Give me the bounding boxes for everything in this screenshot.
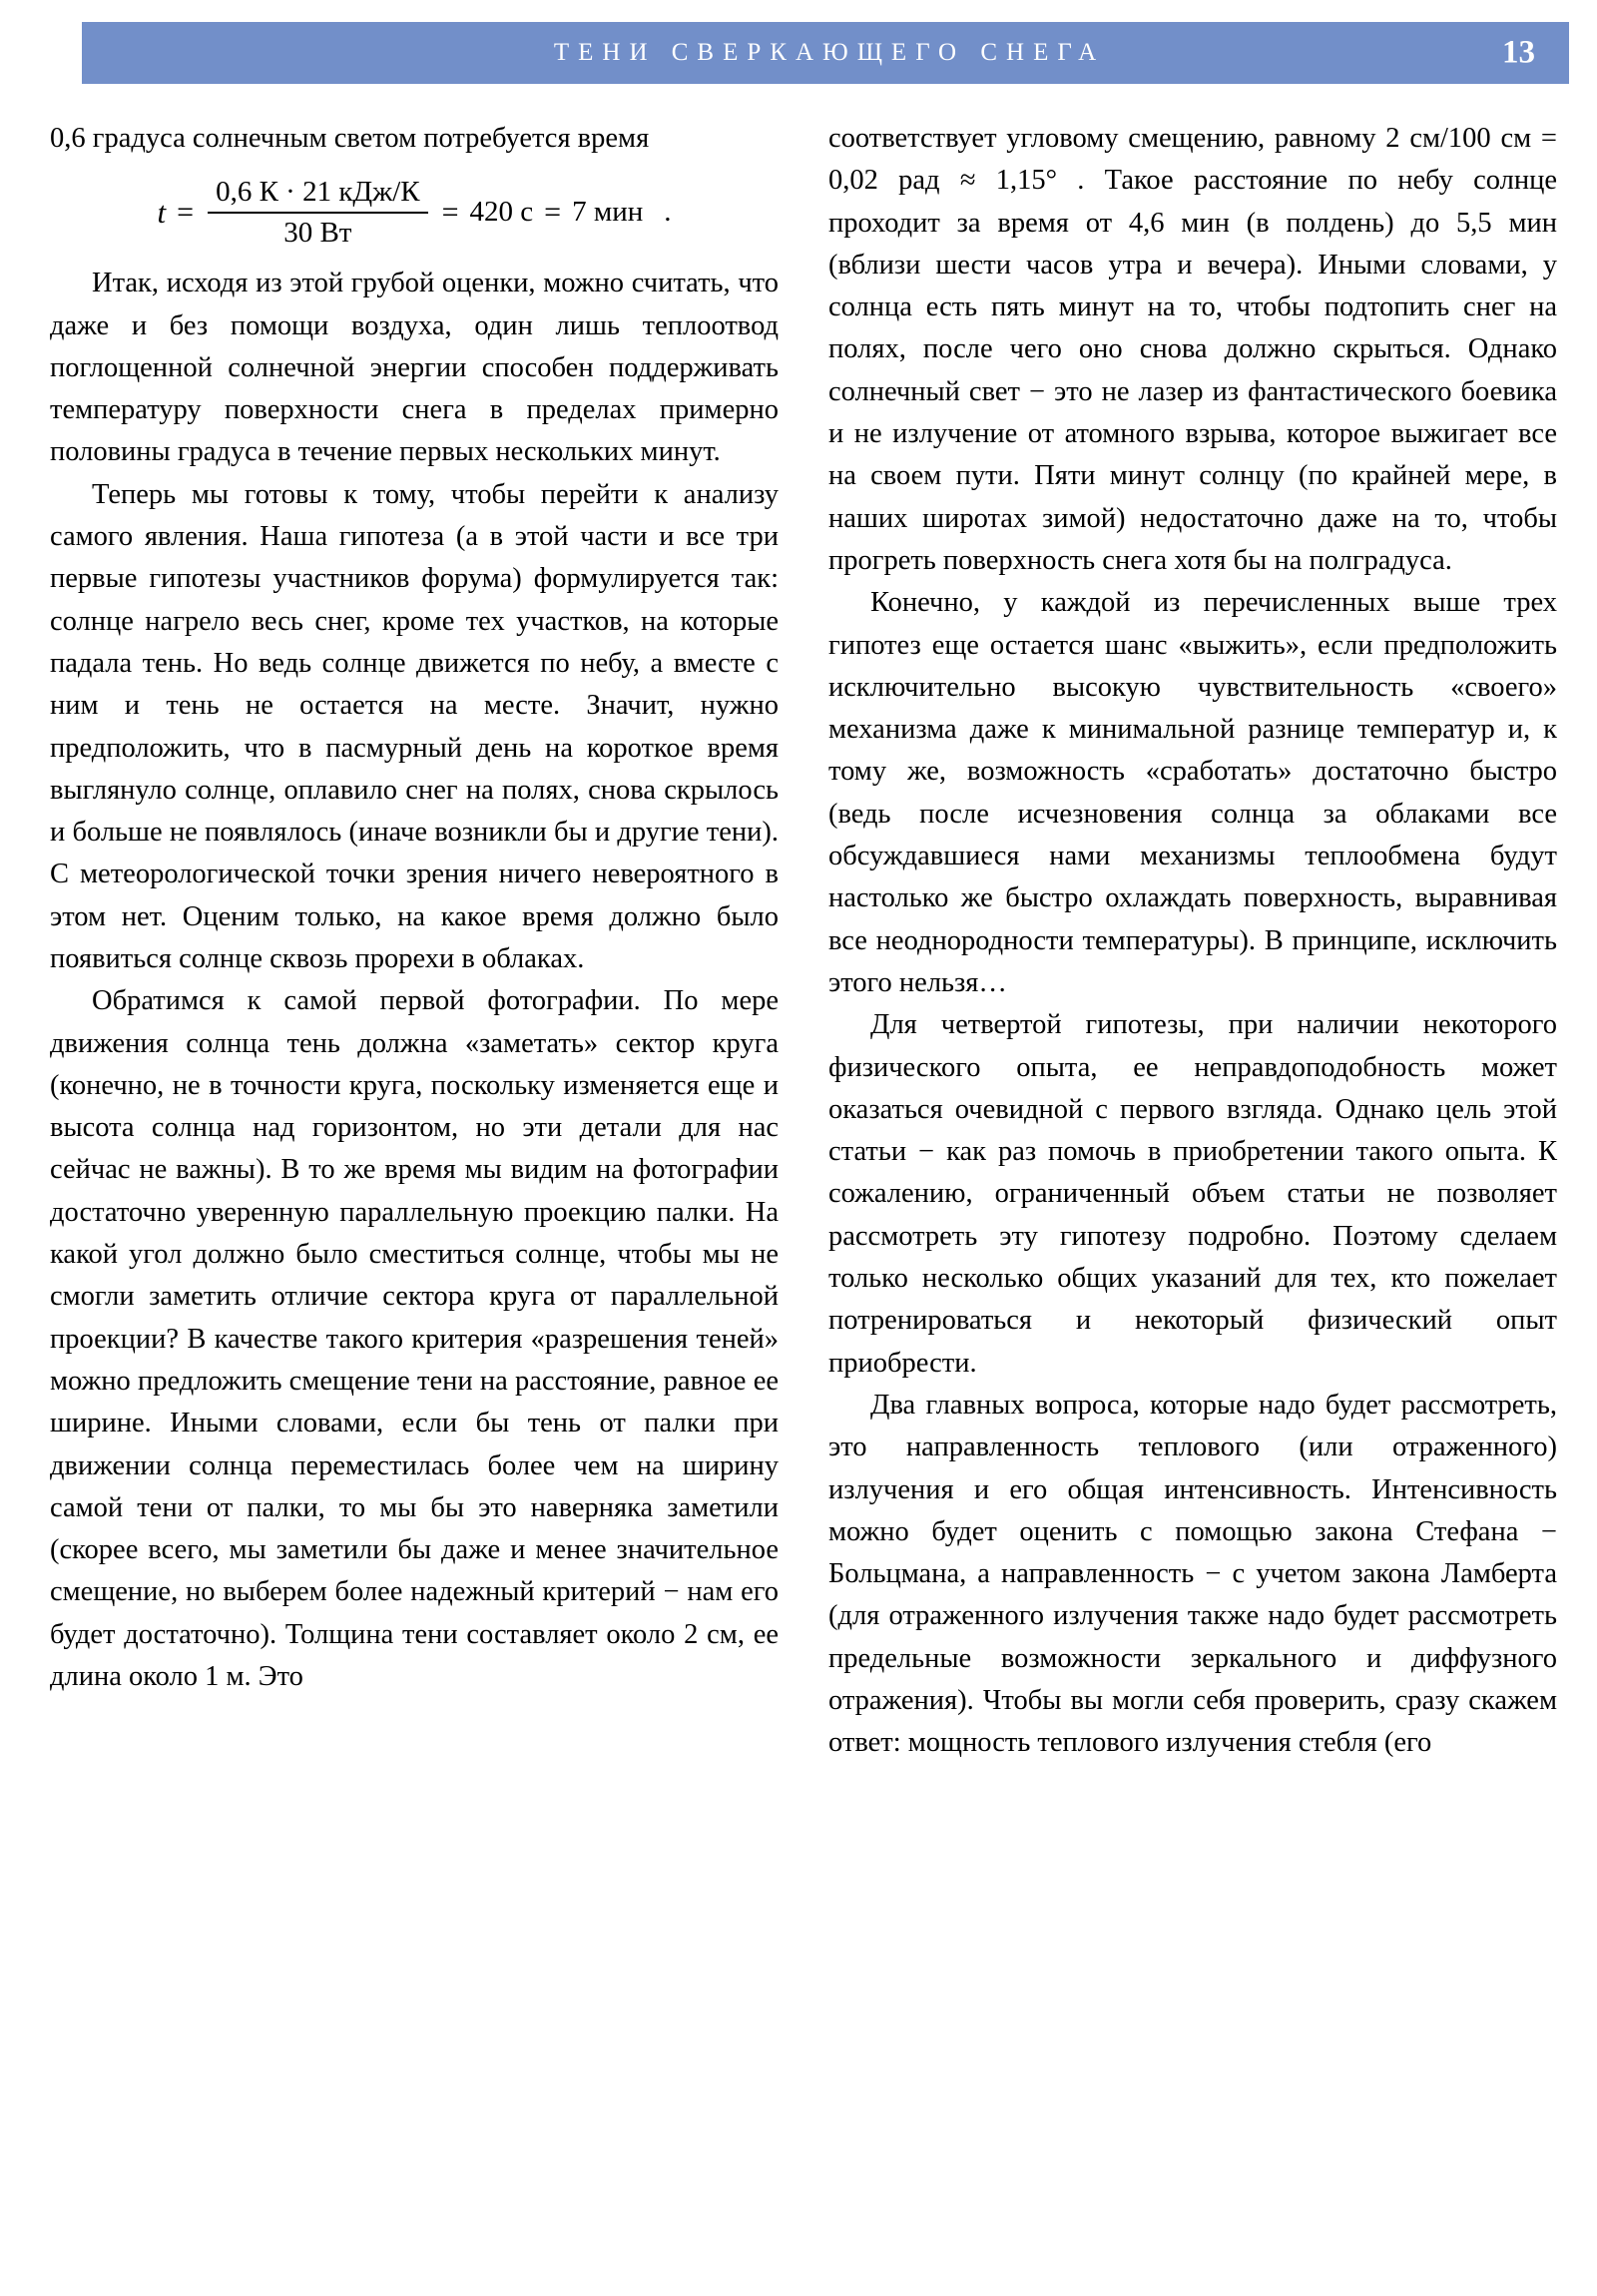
left-column (50, 118, 779, 1765)
paragraph-obratimsya: Обратимся к самой первой фотографии. По мере движения солнца тень должна «заметать» сектор круга (конечно, не в точности круга, поскольку изменяется еще и высота солнца над горизонтом, но эти детали для нас сейчас не важны). В то же время мы видим на фотографии достаточно уверенную параллельную проекцию палки. На какой угол должно было сместиться солнце, чтобы мы не смогли заметить отличие сектора круга от параллельной проекции? В качестве такого критерия «разрешения теней» можно предложить смещение тени на расстояние, равное ее ширине. Иными словами, если бы тень от палки при движении солнца переместилась более чем на ширину самой тени от палки, то мы бы это наверняка заметили (скорее всего, мы заметили бы даже и менее значительное смещение, но выберем более надежный критерий − нам его будет достаточно). Толщина тени составляет около 2 см, ее длина около 1 м. Это (50, 985, 779, 1693)
display-formula (50, 176, 779, 249)
page-number: 13 (1502, 34, 1535, 71)
paragraph-dva-glavnyh: Два главных вопроса, которые надо будет рассмотреть, это направленность теплового (или отраженного) излучения и его общая интенсивность. Интенсивность можно будет оценить с помощью закона Стефана − Больцмана, а направленность − с учетом закона Ламберта (для отраженного излучения также надо будет рассмотреть предельные возможности зеркального и диффузного отражения). Чтобы вы могли себя проверить, сразу скажем ответ: мощность теплового излучения стебля (его (828, 1389, 1557, 1759)
formula-numerator: 0,6 К · 21 кДж/К (216, 176, 420, 209)
formula-fraction (208, 176, 428, 249)
formula-equals-3: = (544, 195, 562, 229)
formula-variable: t (157, 195, 167, 231)
formula-row (158, 176, 672, 249)
two-column-body (50, 118, 1557, 1765)
formula-denominator: 30 Вт (283, 216, 352, 249)
formula-period: . (664, 196, 672, 229)
paragraph-sootvetstvuet: соответствует угловому смещению, равному 2 см/100 см = 0,02 рад ≈ 1,15° . Такое расстояние по небу солнце проходит за время от 4,6 мин (в полдень) до 5,5 мин (вблизи шести часов утра и вечера). Иными словами, у солнца есть пять минут на то, чтобы подтопить снег на полях, после чего оно снова должно скрыться. Однако солнечный свет − это не лазер из фантастического боевика и не излучение от атомного взрыва, которое выжигает все на своем пути. Пяти минут солнцу (по крайней мере, в наших широтах зимой) недостаточно даже на то, чтобы прогреть поверхность снега хотя бы на полградуса. (828, 123, 1557, 576)
running-header-title: ТЕНИ СВЕРКАЮЩЕГО СНЕГА (553, 39, 1106, 66)
right-column (828, 118, 1557, 1765)
formula-result-minutes: 7 мин (572, 196, 644, 229)
paragraph-itak: Итак, исходя из этой грубой оценки, можно считать, что даже и без помощи воздуха, один лишь теплоотвод поглощенной солнечной энергии способен поддерживать температуру поверхности снега в пределах примерно половины градуса в течение первых нескольких минут. (50, 268, 779, 468)
paragraph-teper: Теперь мы готовы к тому, чтобы перейти к анализу самого явления. Наша гипотеза (а в этой части и все три первые гипотезы участников форума) формулируется так: солнце нагрело весь снег, кроме тех участков, на которые падала тень. Но ведь солнце движется по небу, а вместе с ним и тень не остается на месте. Значит, нужно предположить, что в пасмурный день на короткое время выглянуло солнце, оплавило снег на полях, снова скрылось и больше не появлялось (иначе возникли бы и другие тени). С метеорологической точки зрения ничего невероятного в этом нет. Оценим только, на какое время должно было появиться солнце сквозь прорехи в облаках. (50, 478, 779, 974)
formula-equals-2: = (441, 195, 459, 229)
formula-result-seconds: 420 с (469, 196, 534, 229)
running-header (82, 22, 1569, 84)
paragraph-konechno: Конечно, у каждой из перечисленных выше трех гипотез еще остается шанс «выжить», если предположить исключительно высокую чувствительность «своего» механизма даже к минимальной разнице температур и, к тому же, возможность «сработать» достаточно быстро (ведь после исчезновения солнца за облаками все обсуждавшиеся нами механизмы теплообмена будут настолько же быстро охлаждать поверхность, выравнивая все неоднородности температуры). В принципе, исключить этого нельзя… (828, 587, 1557, 998)
paragraph-dlya-chetvertoy: Для четвертой гипотезы, при наличии некоторого физического опыта, ее неправдоподобность может оказаться очевидной с первого взгляда. Однако цель этой статьи − как раз помочь в приобретении такого опыта. К сожалению, ограниченный объем статьи не позволяет рассмотреть эту гипотезу подробно. Поэтому сделаем только несколько общих указаний для тех, кто пожелает потренироваться и некоторый физический опыт приобрести. (828, 1009, 1557, 1379)
formula-equals-1: = (177, 195, 195, 229)
paragraph-continuation-top: 0,6 градуса солнечным светом потребуется время (50, 123, 650, 154)
